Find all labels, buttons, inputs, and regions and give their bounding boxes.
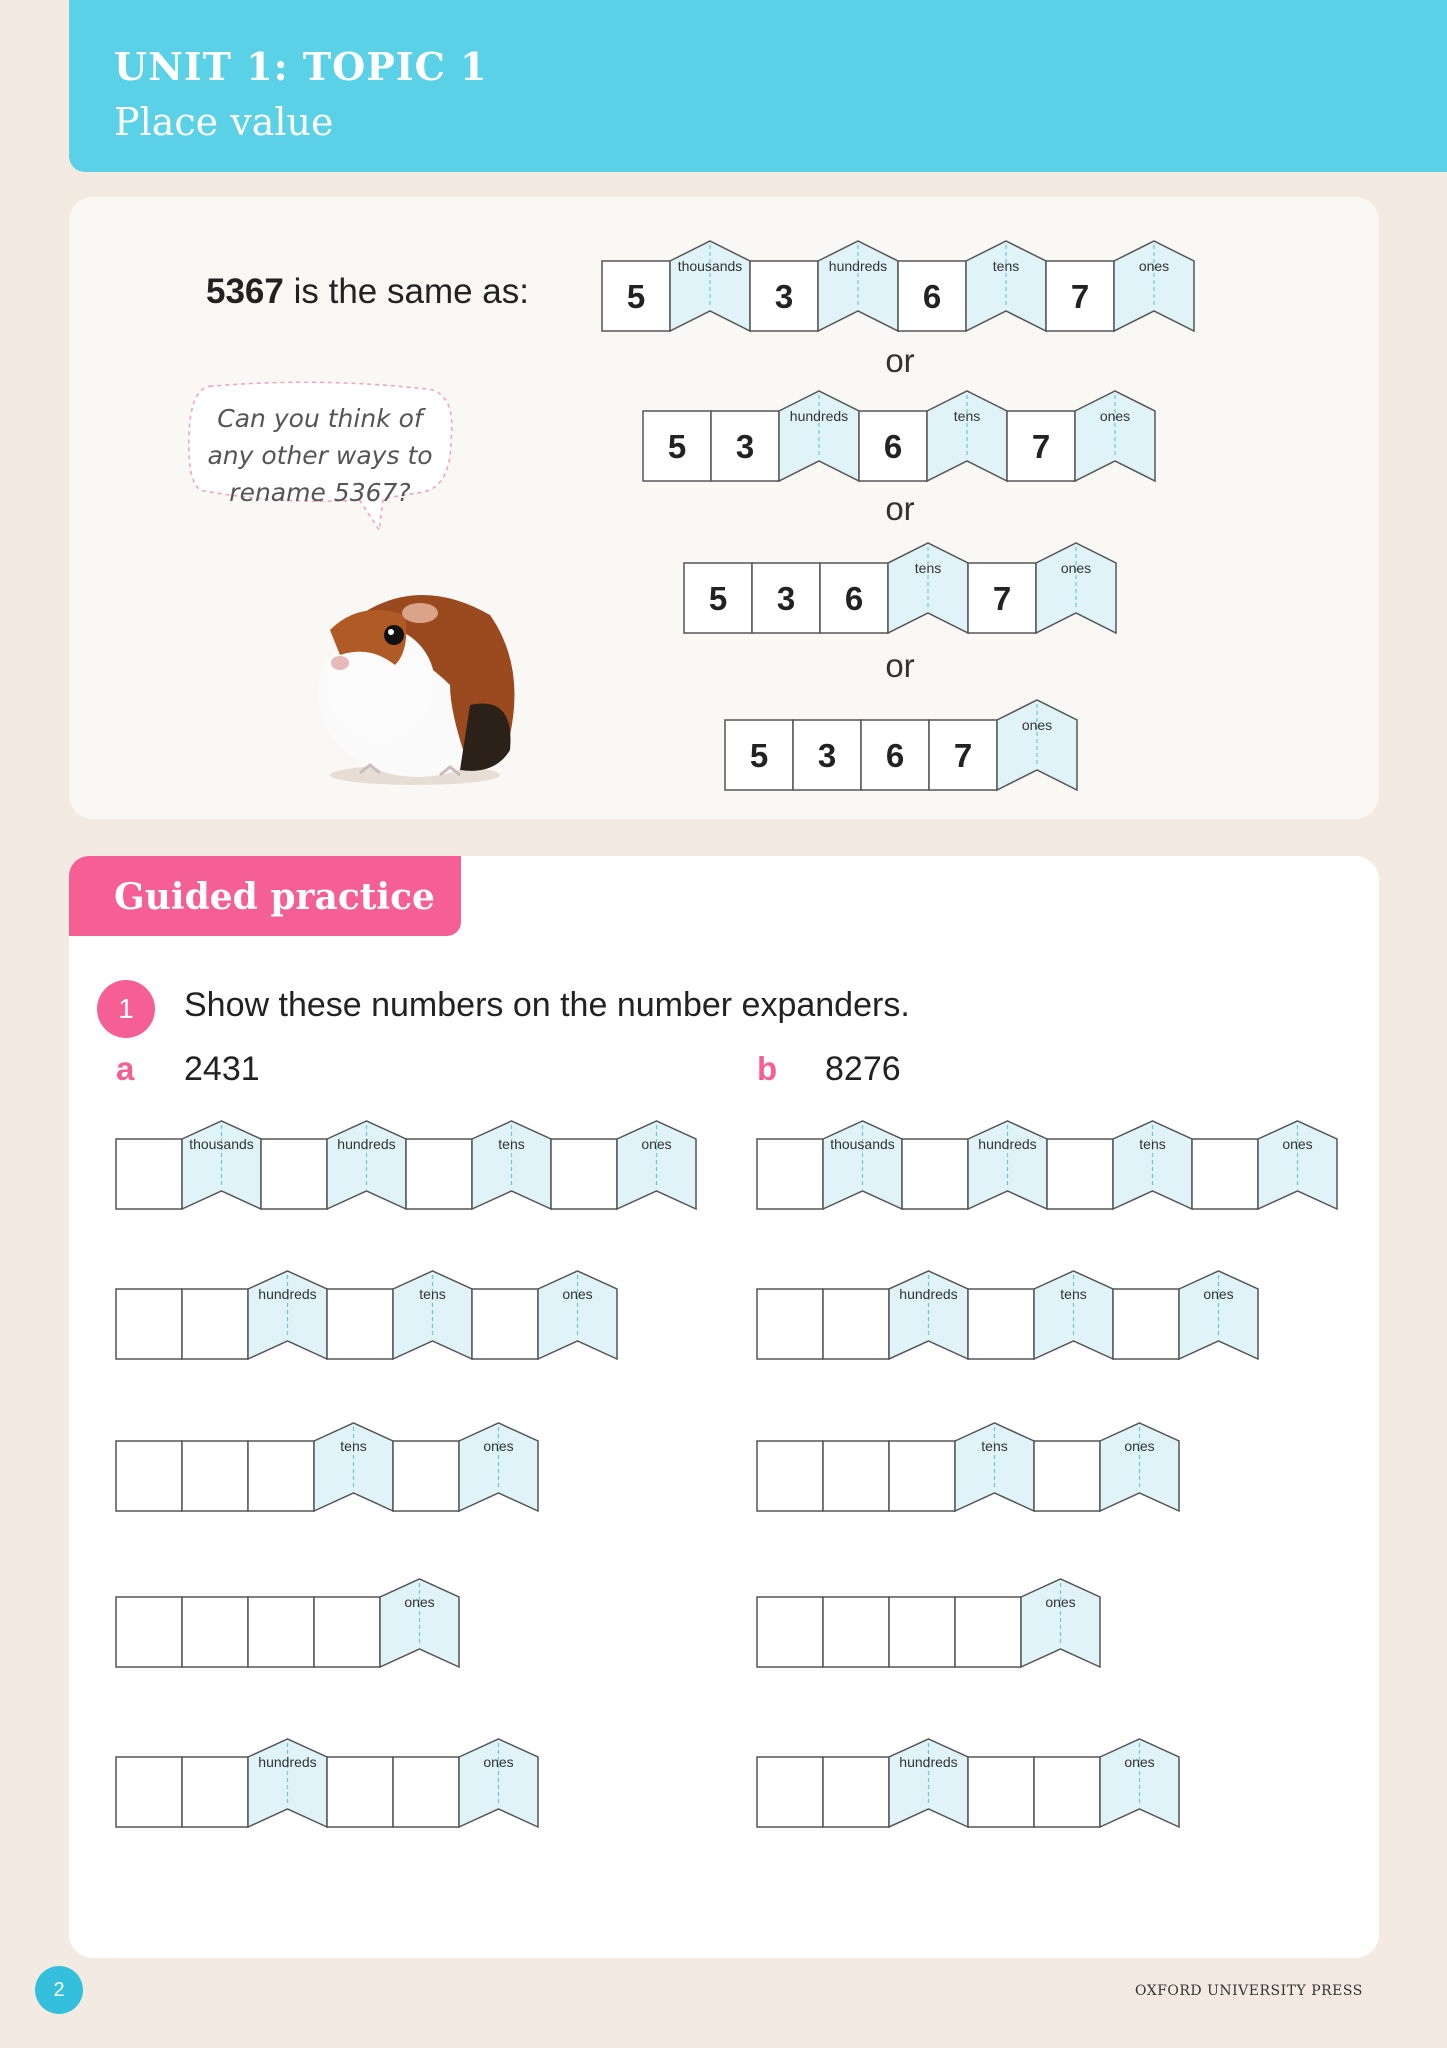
blank-digit-box (968, 1757, 1034, 1827)
place-label: ones (1138, 258, 1170, 274)
blank-digit-box (248, 1441, 314, 1511)
blank-digit-box (393, 1441, 459, 1511)
place-label: hundreds (258, 1286, 317, 1302)
place-label: thousands (189, 1136, 254, 1152)
blank-digit-box (182, 1757, 248, 1827)
digit-text: 3 (817, 736, 837, 774)
place-label: ones (1099, 408, 1131, 424)
place-label: ones (1203, 1286, 1234, 1302)
place-label: tens (992, 258, 1020, 274)
guided-practice-label: Guided practice (114, 876, 435, 918)
blank-digit-box (327, 1757, 393, 1827)
place-label: ones (1124, 1438, 1155, 1454)
blank-digit-box (757, 1289, 823, 1359)
digit-text: 3 (776, 579, 796, 617)
blank-digit-box (182, 1289, 248, 1359)
digit-text: 7 (953, 736, 973, 774)
digit-text: 7 (1070, 277, 1090, 315)
or-label: or (885, 490, 915, 527)
number-expander (600, 239, 1196, 335)
blank-digit-box (823, 1289, 889, 1359)
part-number: 2431 (184, 1050, 260, 1088)
speech-text: Can you think of any other ways to rename 5367? (207, 404, 433, 507)
blank-digit-box (248, 1597, 314, 1667)
blank-digit-box (823, 1757, 889, 1827)
number-expander (755, 1421, 1181, 1515)
place-label: tens (419, 1286, 446, 1302)
digit-text: 5 (626, 277, 646, 315)
same-as-statement: 5367 is the same as: (206, 272, 529, 311)
place-label: hundreds (899, 1754, 958, 1770)
blank-digit-box (1034, 1441, 1100, 1511)
page-number: 2 (35, 1966, 83, 2014)
number-expander (755, 1737, 1181, 1831)
number-expander (755, 1577, 1102, 1671)
place-label: hundreds (789, 408, 849, 424)
number-expander (114, 1577, 461, 1671)
place-label: hundreds (828, 258, 888, 274)
part-letter: a (116, 1050, 135, 1087)
place-label: ones (562, 1286, 593, 1302)
guinea-pig-image (300, 575, 530, 790)
place-label: tens (981, 1438, 1008, 1454)
place-label: ones (641, 1136, 672, 1152)
unit-header (69, 0, 1447, 172)
blank-digit-box (116, 1757, 182, 1827)
blank-digit-box (757, 1441, 823, 1511)
or-label: or (885, 342, 915, 379)
part-letter: b (757, 1050, 778, 1087)
digit-text: 6 (885, 736, 905, 774)
blank-digit-box (757, 1757, 823, 1827)
place-label: tens (1139, 1136, 1166, 1152)
place-label: thousands (677, 258, 743, 274)
digit-text: 3 (774, 277, 794, 315)
place-label: ones (1282, 1136, 1313, 1152)
blank-digit-box (261, 1139, 327, 1209)
question-number-badge: 1 (97, 980, 155, 1038)
blank-digit-box (1034, 1757, 1100, 1827)
place-label: tens (1060, 1286, 1087, 1302)
digit-text: 5 (708, 579, 728, 617)
place-label: tens (340, 1438, 367, 1454)
blank-digit-box (116, 1441, 182, 1511)
number-expander (682, 541, 1118, 637)
blank-digit-box (968, 1289, 1034, 1359)
place-label: tens (953, 408, 981, 424)
or-label: or (885, 647, 915, 684)
blank-digit-box (823, 1441, 889, 1511)
digit-text: 6 (844, 579, 864, 617)
blank-digit-box (902, 1139, 968, 1209)
place-label: ones (1021, 717, 1053, 733)
place-label: tens (914, 560, 942, 576)
blank-digit-box (955, 1597, 1021, 1667)
blank-digit-box (757, 1139, 823, 1209)
place-label: hundreds (899, 1286, 958, 1302)
digit-text: 7 (1031, 427, 1051, 465)
blank-digit-box (116, 1289, 182, 1359)
place-label: ones (483, 1754, 514, 1770)
place-label: ones (1045, 1594, 1076, 1610)
number-expander (114, 1421, 540, 1515)
blank-digit-box (889, 1441, 955, 1511)
digit-text: 6 (922, 277, 942, 315)
place-label: ones (404, 1594, 435, 1610)
digit-text: 5 (667, 427, 687, 465)
number-expander (114, 1119, 698, 1213)
blank-digit-box (116, 1139, 182, 1209)
blank-digit-box (472, 1289, 538, 1359)
place-label: hundreds (258, 1754, 317, 1770)
blank-digit-box (1047, 1139, 1113, 1209)
blank-digit-box (823, 1597, 889, 1667)
blank-digit-box (182, 1441, 248, 1511)
digit-text: 6 (883, 427, 903, 465)
blank-digit-box (393, 1757, 459, 1827)
digit-text: 5 (749, 736, 769, 774)
place-label: ones (483, 1438, 514, 1454)
topic-title: Place value (114, 100, 334, 144)
place-label: ones (1124, 1754, 1155, 1770)
digit-text: 3 (735, 427, 755, 465)
number-expander (641, 389, 1157, 485)
place-label: ones (1060, 560, 1092, 576)
blank-digit-box (182, 1597, 248, 1667)
place-label: tens (498, 1136, 525, 1152)
blank-digit-box (889, 1597, 955, 1667)
number-expander (755, 1269, 1260, 1363)
blank-digit-box (116, 1597, 182, 1667)
blank-digit-box (314, 1597, 380, 1667)
unit-title: UNIT 1: TOPIC 1 (114, 44, 488, 89)
publisher: OXFORD UNIVERSITY PRESS (1135, 1983, 1363, 1999)
blank-digit-box (1113, 1289, 1179, 1359)
part-number: 8276 (825, 1050, 901, 1088)
place-label: thousands (830, 1136, 895, 1152)
blank-digit-box (551, 1139, 617, 1209)
place-label: hundreds (337, 1136, 396, 1152)
place-label: hundreds (978, 1136, 1037, 1152)
digit-text: 7 (992, 579, 1012, 617)
blank-digit-box (1192, 1139, 1258, 1209)
blank-digit-box (406, 1139, 472, 1209)
blank-digit-box (327, 1289, 393, 1359)
guided-practice-tab (69, 856, 461, 936)
question-text: Show these numbers on the number expanders. (184, 986, 910, 1024)
number-expander (723, 698, 1079, 794)
number-expander (114, 1737, 540, 1831)
number-expander (755, 1119, 1339, 1213)
blank-digit-box (757, 1597, 823, 1667)
number-expander (114, 1269, 619, 1363)
